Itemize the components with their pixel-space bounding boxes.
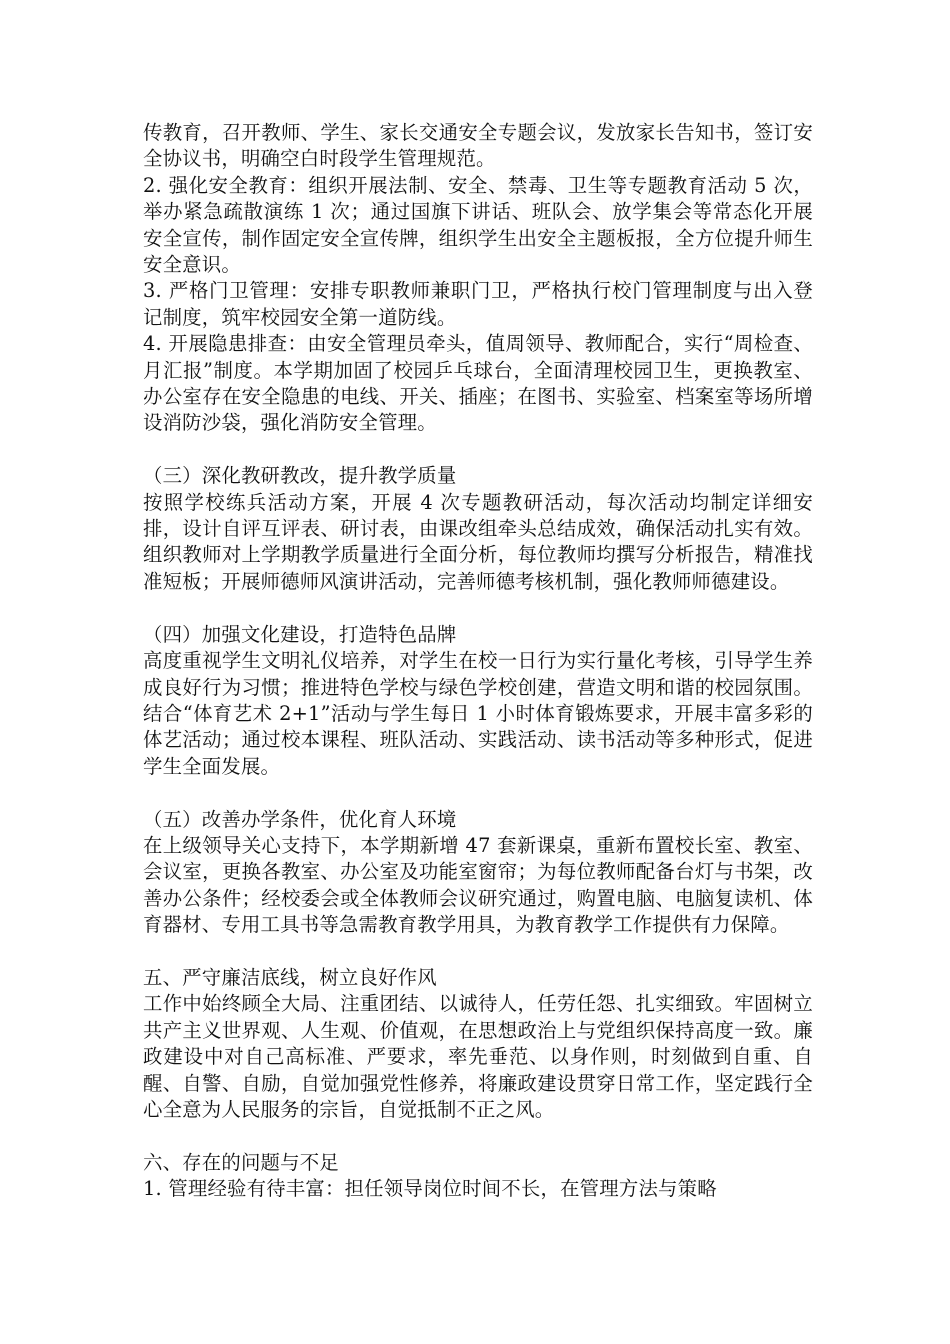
spacer xyxy=(143,437,813,463)
heading-teaching-research: （三）深化教研教改，提升教学质量 xyxy=(143,464,457,488)
paragraph-integrity: 工作中始终顾全大局、注重团结、以诚待人，任劳任怨、扎实细致。牢固树立共产主义世界观、人生观、价值观，在思想政治上与党组织保持高度一致。廉政建设中对自己高标准、严要求，率先垂范、以身作则，时刻做到自重、自醒、自警、自励，自觉加强党性修养，将廉政建设贯穿日常工作，坚定践行全心全意为人民服务的宗旨，自觉抵制不正之风。 xyxy=(143,992,813,1121)
spacer xyxy=(143,939,813,965)
spacer xyxy=(143,595,813,621)
heading-school-conditions: （五）改善办学条件，优化育人环境 xyxy=(143,807,457,831)
paragraph-hazard-inspection: 4. 开展隐患排查：由安全管理员牵头，值周领导、教师配合，实行“周检查、月汇报”制度。本学期加固了校园乒乓球台，全面清理校园卫生，更换教室、办公室存在安全隐患的电线、开关、插座；在图书、实验室、档案室等场所增设消防沙袋，强化消防安全管理。 xyxy=(143,332,813,435)
paragraph-traffic-safety: 传教育，召开教师、学生、家长交通安全专题会议，发放家长告知书，签订安全协议书，明确空白时段学生管理规范。 xyxy=(143,121,813,171)
spacer xyxy=(143,1123,813,1149)
paragraph-safety-education: 2. 强化安全教育：组织开展法制、安全、禁毒、卫生等专题教育活动 5 次，举办紧急疏散演练 1 次；通过国旗下讲话、班队会、放学集会等常态化开展安全宣传，制作固定安全宣传牌，组织学生出安全主题板报，全方位提升师生安全意识。 xyxy=(143,173,813,277)
heading-problems: 六、存在的问题与不足 xyxy=(143,1150,339,1174)
paragraph-management-experience: 1. 管理经验有待丰富：担任领导岗位时间不长，在管理方法与策略 xyxy=(143,1177,717,1201)
heading-integrity: 五、严守廉洁底线，树立良好作风 xyxy=(143,965,437,989)
paragraph-teaching-research: 按照学校练兵活动方案，开展 4 次专题教研活动，每次活动均制定详细安排，设计自评互评表、研讨表，由课改组牵头总结成效，确保活动扎实有效。组织教师对上学期教学质量进行全面分析，每位教师均撰写分析报告，精准找准短板；开展师德师风演讲活动，完善师德考核机制，强化教师师德建设。 xyxy=(143,490,813,593)
paragraph-culture-building: 高度重视学生文明礼仪培养，对学生在校一日行为实行量化考核，引导学生养成良好行为习惯；推进特色学校与绿色学校创建，营造文明和谐的校园氛围。结合“体育艺术 2+1”活动与学生每日 1 小时体育锻炼要求，开展丰富多彩的体艺活动；通过校本课程、班队活动、实践活动、读书活动等多种形式，促进学生全面发展。 xyxy=(143,649,813,778)
paragraph-gate-management: 3. 严格门卫管理：安排专职教师兼职门卫，严格执行校门管理制度与出入登记制度，筑牢校园安全第一道防线。 xyxy=(143,279,813,329)
spacer xyxy=(143,780,813,806)
document-page xyxy=(143,120,813,1203)
heading-culture-building: （四）加强文化建设，打造特色品牌 xyxy=(143,622,457,646)
paragraph-school-conditions: 在上级领导关心支持下，本学期新增 47 套新课桌，重新布置校长室、教室、会议室，更换各教室、办公室及功能室窗帘；为每位教师配备台灯与书架，改善办公条件；经校委会或全体教师会议研究通过，购置电脑、电脑复读机、体育器材、专用工具书等急需教育教学用具，为教育教学工作提供有力保障。 xyxy=(143,833,813,937)
